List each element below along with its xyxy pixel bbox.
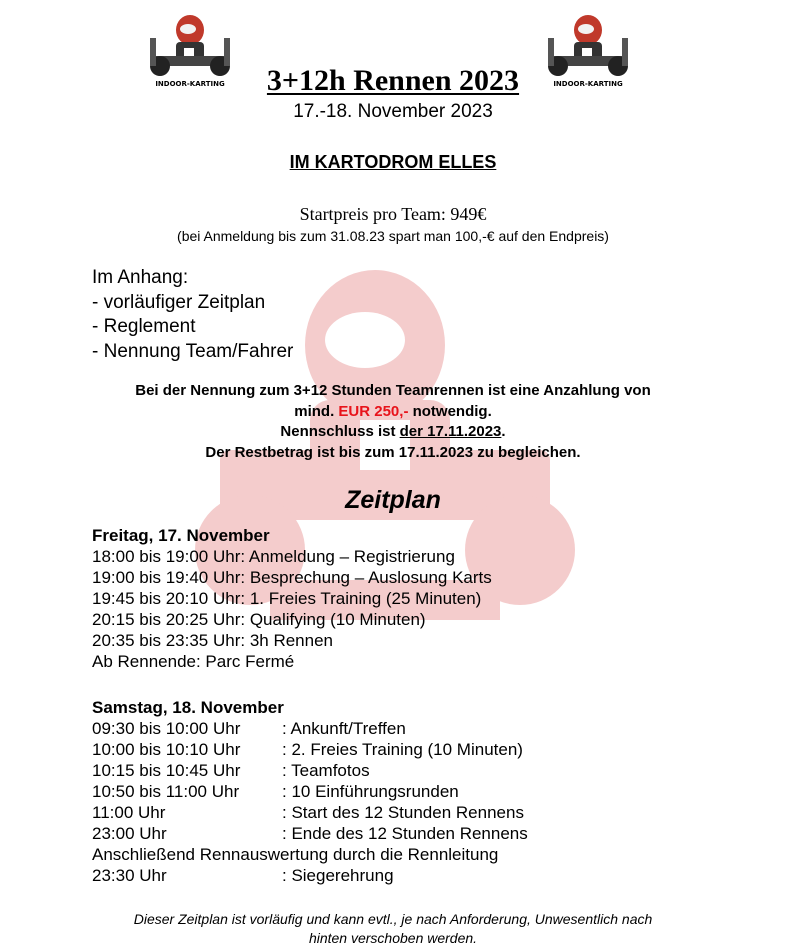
- svg-text:INDOOR-KARTING: INDOOR-KARTING: [155, 80, 225, 88]
- schedule-title: Zeitplan: [345, 486, 441, 514]
- appendix-item: - vorläufiger Zeitplan: [92, 291, 266, 313]
- schedule-row: 23:00 Uhr : Ende des 12 Stunden Rennens: [92, 824, 528, 843]
- schedule-item: 20:35 bis 23:35 Uhr: 3h Rennen: [92, 631, 334, 650]
- schedule-item: Ab Rennende: Parc Fermé: [92, 652, 295, 671]
- schedule-row: 09:30 bis 10:00 Uhr : Ankunft/Treffen: [92, 719, 406, 738]
- schedule-item: 20:15 bis 20:25 Uhr: Qualifying (10 Minuten): [92, 610, 426, 629]
- saturday-schedule: [92, 697, 528, 886]
- schedule-item: 18:00 bis 19:00 Uhr: Anmeldung – Registrierung: [92, 547, 455, 566]
- appendix-list: [92, 266, 293, 364]
- schedule-row: 10:50 bis 11:00 Uhr : 10 Einführungsrunden: [92, 782, 459, 801]
- schedule-disclaimer: Dieser Zeitplan ist vorläufig und kann evtl., je nach Anforderung, Unwesentlich nach hinten verschoben werden.: [133, 911, 653, 946]
- appendix-item: - Reglement: [92, 316, 196, 337]
- day-heading: Samstag, 18. November: [92, 698, 284, 717]
- venue-heading: IM KARTODROM ELLES: [289, 152, 497, 172]
- appendix-heading: Im Anhang:: [92, 267, 189, 288]
- schedule-note: Anschließend Rennauswertung durch die Rennleitung: [92, 845, 499, 864]
- appendix-item: - Nennung Team/Fahrer: [92, 340, 294, 362]
- day-heading: Freitag, 17. November: [92, 526, 270, 545]
- schedule-row: 11:00 Uhr : Start des 12 Stunden Rennens: [92, 803, 524, 822]
- start-price: Startpreis pro Team: 949€: [299, 204, 487, 224]
- friday-schedule: [92, 525, 492, 672]
- payment-notice: [0, 381, 786, 463]
- schedule-item: 19:45 bis 20:10 Uhr: 1. Freies Training (25 Minuten): [92, 589, 482, 608]
- deadline-date: der 17.11.2023: [399, 423, 502, 440]
- schedule-row: 10:00 bis 10:10 Uhr : 2. Freies Training (10 Minuten): [92, 740, 523, 759]
- notice-line: mind. EUR 250,- notwendig.: [294, 402, 492, 420]
- deposit-amount: EUR 250,-: [338, 402, 409, 420]
- schedule-row: 23:30 Uhr : Siegerehrung: [92, 866, 394, 885]
- svg-text:INDOOR-KARTING: INDOOR-KARTING: [553, 80, 623, 88]
- notice-line: Nennschluss ist der 17.11.2023.: [280, 423, 506, 440]
- schedule-item: 19:00 bis 19:40 Uhr: Besprechung – Auslosung Karts: [92, 568, 492, 587]
- notice-line: Der Restbetrag ist bis zum 17.11.2023 zu begleichen.: [205, 443, 581, 461]
- event-dates: 17.-18. November 2023: [293, 101, 493, 122]
- schedule-row: 10:15 bis 10:45 Uhr : Teamfotos: [92, 761, 370, 780]
- notice-line: Bei der Nennung zum 3+12 Stunden Teamrennen ist eine Anzahlung von: [135, 382, 651, 399]
- page-title: 3+12h Rennen 2023: [266, 64, 520, 97]
- start-price-note: (bei Anmeldung bis zum 31.08.23 spart man 100,-€ auf den Endpreis): [177, 228, 609, 244]
